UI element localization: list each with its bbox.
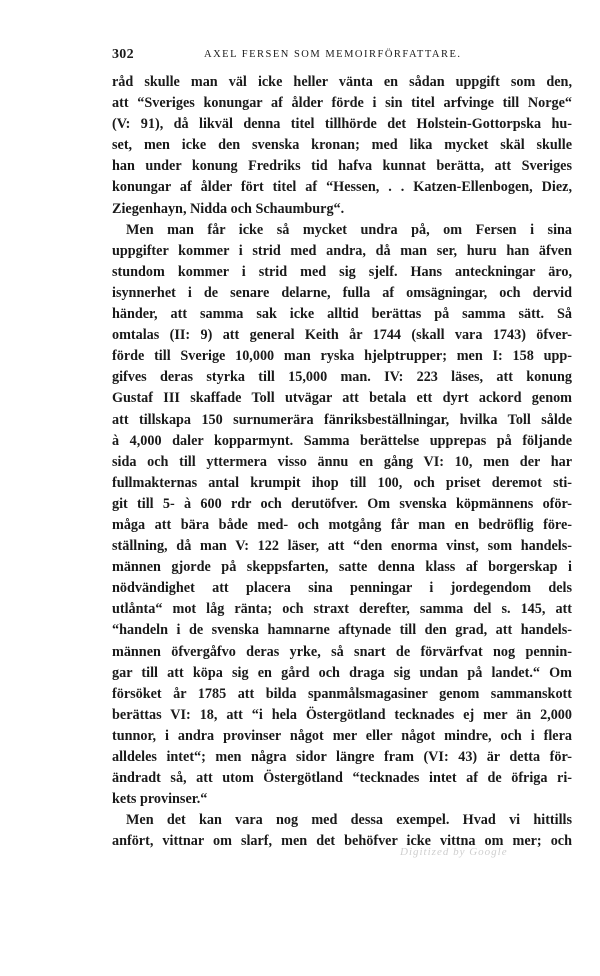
text-line: (V: 91), då likväl denna titel tillhörde det Holstein-Gottorpska hu-: [112, 116, 572, 133]
text-line: nödvändighet att placera sina penningar i jordegendom dels: [112, 580, 572, 597]
text-line: stundom kommer i strid med sig sjelf. Hans anteckningar äro,: [112, 263, 572, 280]
text-line: fullmakternas antal krumpit ihop till 100, och priset deremot sti-: [112, 474, 572, 491]
text-line: förde till Sverige 10,000 man ryska hjelptrupper; men I: 158 upp-: [112, 348, 572, 365]
text-line: ändradt så, att utom Östergötland “tecknades intet af de öfriga ri-: [112, 770, 572, 787]
paragraph-last-line: kets provinser.“: [112, 791, 208, 808]
text-line: han under konung Fredriks tid hafva kunnat berätta, att Sveriges: [112, 158, 572, 175]
text-line: försöket år 1785 att bilda spanmålsmagasiner genom sammanskott: [112, 685, 572, 702]
text-line: alldeles intet“; men några sidor längre fram (VI: 43) är detta för-: [112, 749, 572, 765]
paragraph-last-line: Ziegenhayn, Nidda och Schaumburg“.: [112, 200, 345, 217]
text-line: à 4,000 daler kopparmynt. Samma berättelse upprepas på följande: [112, 432, 572, 449]
text-line: anfört, vittnar om slarf, men det behöfver icke vittna om mer; och: [112, 833, 572, 850]
text-line: berättas VI: 18, att “i hela Östergötland tecknades ej mer än 2,000: [112, 706, 572, 723]
text-line: ställning, då man V: 122 läser, att “den enorma vinst, som handels-: [112, 538, 572, 555]
text-line: männen öfvergåfvo deras yrke, så snart de förvärfvat nog pennin-: [112, 643, 572, 660]
text-line: gar till att köpa sig en gård och draga sig undan på landet.“ Om: [112, 664, 572, 681]
text-line: tunnor, i andra provinser något mer eller något mindre, och i flera: [112, 727, 572, 744]
text-line: konungar af ålder fört titel af “Hessen, . . Katzen-Ellenbogen, Diez,: [112, 179, 572, 196]
text-line: Gustaf III skaffade Toll utvägar att betala ett dyrt ackord genom: [112, 390, 572, 407]
text-line: att “Sveriges konungar af ålder förde i sin titel arfvinge till Norge“: [112, 95, 572, 112]
text-line: råd skulle man väl icke heller vänta en sådan uppgift som den,: [112, 74, 572, 90]
text-line: git till 5- à 600 rdr och derutöfver. Om svenska köpmännens oför-: [112, 495, 572, 512]
text-line: sida och till yttermera visso ännu en gång VI: 10, men der har: [112, 453, 572, 470]
text-line: utlånta“ mot låg ränta; och straxt derefter, samma del s. 145, att: [112, 601, 572, 618]
text-line: gifves deras styrka till 15,000 man. IV: 223 läses, att konung: [112, 369, 572, 386]
text-line: måga att bära både med- och motgång får man en bedröflig före-: [112, 516, 572, 533]
page-number: 302: [112, 47, 134, 62]
text-line: uppgifter kommer i strid med andra, då man ser, huru han äfven: [112, 242, 572, 259]
text-line: att tillskapa 150 surnumerära fänriksbeställningar, hvilka Toll sålde: [112, 411, 572, 428]
text-line: männen gjorde på skeppsfarten, satte denna klass af borgerskap i: [112, 559, 572, 576]
text-line: set, men icke den svenska kronan; med lika mycket skäl skulle: [112, 137, 572, 154]
text-line: omtalas (II: 9) att general Keith år 1744 (skall vara 1743) öfver-: [112, 327, 572, 344]
digitization-watermark: Digitized by Google: [400, 846, 508, 858]
text-line: händer, att samma sak icke alltid berättas på samma sätt. Så: [112, 306, 572, 323]
page-header: [112, 47, 484, 65]
body-text: [112, 72, 572, 852]
text-line: “handeln i de svenska hamnarne aftynade till den grad, att handels-: [112, 622, 572, 639]
text-line: isynnerhet i de senare delarne, fulla af omsägningar, och dervid: [112, 284, 572, 301]
paragraph-first-line: Men det kan vara nog med dessa exempel. Hvad vi hittills: [126, 812, 572, 829]
running-head: AXEL FERSEN SOM MEMOIRFÖRFATTARE.: [204, 49, 462, 60]
paragraph-first-line: Men man får icke så mycket undra på, om Fersen i sina: [126, 221, 572, 238]
